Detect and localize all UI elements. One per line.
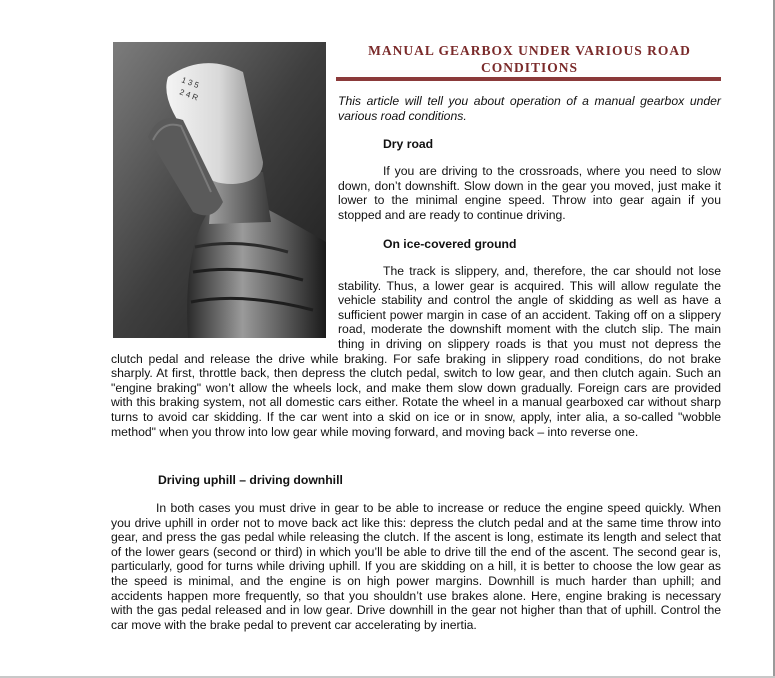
- section-heading-uphill-downhill: Driving uphill – driving downhill: [158, 473, 343, 487]
- photo-wrap-spacer: [111, 264, 338, 338]
- article-title: [338, 42, 721, 76]
- section-body-ice: [111, 264, 721, 439]
- paragraph-uphill-downhill: In both cases you must drive in gear to be able to increase or reduce the engine speed quickly. When you drive uphill in order not to move back act like this: depress the clutch pedal and at the same time throw into gear, and press the gas pedal while releasing the clutch. If the ascent is long, estimate its length and select that of the lower gears (second or third) in which you’ll be able to drive till the end of the ascent. The second gear is, particularly, good for turns while driving uphill. If you are skidding on a hill, it is better to choose the low gear as the speed is minimal, and the engine is on high power margins. Downhill is much harder than uphill; and accidents happen more frequently, so that you shouldn’t use brakes alone. Here, engine braking is necessary with the gas pedal released and in low gear. Drive downhill in the gear not higher than that of uphill. Control the car move with the brake pedal to prevent car accelerating by inertia.: [111, 501, 721, 632]
- section-body-dry-road: [338, 164, 721, 222]
- svg-text:2 4 R: 2 4 R: [178, 87, 200, 103]
- paragraph-dry-road: If you are driving to the crossroads, where you need to slow down, don’t downshift. Slow down in the gear you moved, just make it lower to the minimal engine speed. Throw into gear again if you stopped and are ready to continue driving.: [338, 164, 721, 222]
- article-intro: This article will tell you about operation of a manual gearbox under various road conditions.: [338, 94, 721, 123]
- section-body-uphill-downhill: [111, 501, 721, 632]
- title-divider: [336, 77, 721, 81]
- svg-text:1 3 5: 1 3 5: [180, 75, 201, 90]
- section-heading-ice: On ice-covered ground: [383, 237, 517, 251]
- article-title-line2: CONDITIONS: [480, 60, 579, 75]
- paragraph-ice: The track is slippery, and, therefore, the car should not lose stability. Thus, a lower gear is acquired. This will allow regulate the vehicle stability and control the angle of skidding as well as have a sufficient power margin in case of an accident. Taking off on a slippery road, moderate the downshift moment with the clutch slip. The main thing in driving on slippery roads is that you must not depress the clutch pedal and release the drive while braking. For safe braking in slippery road conditions, do not brake sharply. At first, throttle back, then depress the clutch pedal, switch to low gear, and then clutch again. Such an "engine braking" won’t allow the wheels lock, and make them slow down gradually. Foreign cars are provided with this braking system, not all domestic cars either. Rotate the wheel in a manual gearboxed car without sharp turns to avoid car skidding. If the car went into a skid on ice or in snow, apply, inter alia, a so-called "wobble method" when you throw into low gear while moving forward, and moving back – into reverse one.: [111, 264, 721, 439]
- article-title-line1: MANUAL GEARBOX UNDER VARIOUS ROAD: [368, 43, 691, 58]
- section-heading-dry-road: Dry road: [383, 137, 434, 151]
